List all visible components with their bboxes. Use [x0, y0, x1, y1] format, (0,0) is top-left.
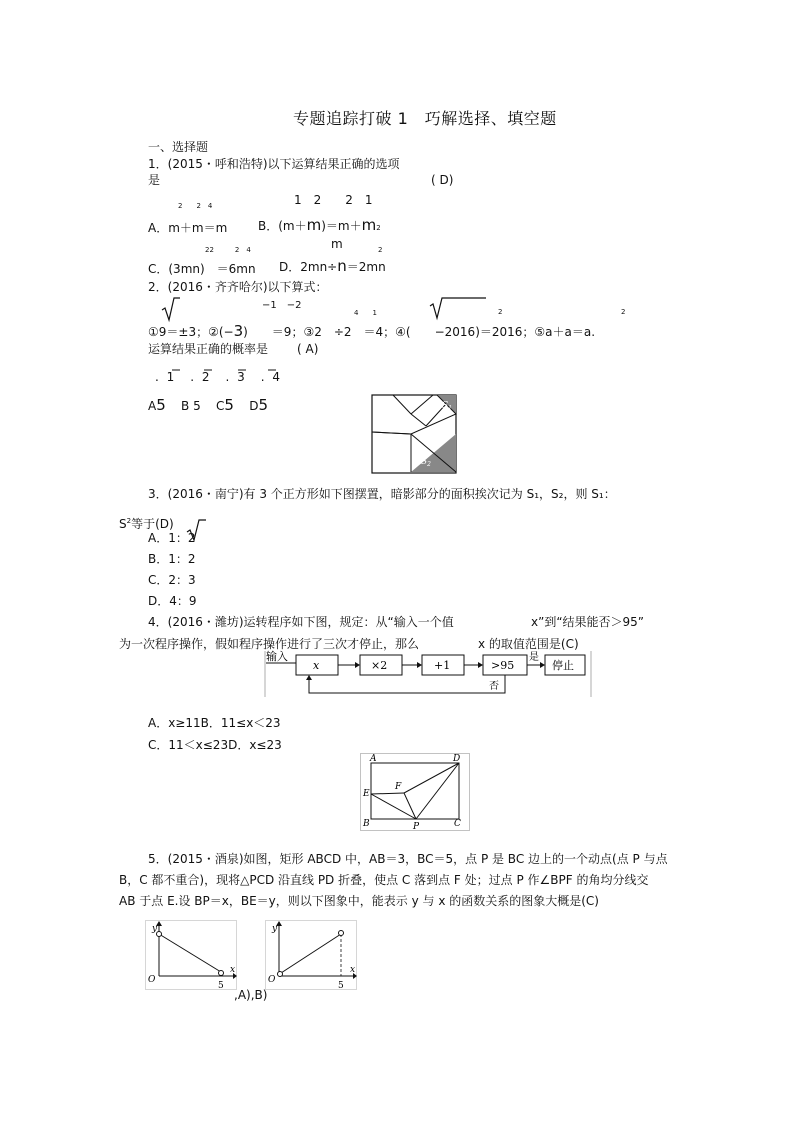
flow-stop: 停止	[552, 659, 574, 672]
flow-yes: 是	[529, 652, 539, 663]
q3-option-c: C．2：3	[148, 573, 196, 587]
fig3-s2-sub: 2	[427, 461, 431, 468]
q3-line2-text: 等于(D)	[131, 517, 174, 531]
fig3-s1: S	[442, 401, 449, 411]
q1-option-d	[279, 259, 386, 274]
q2-sup1: −1 −2	[262, 300, 302, 311]
q3-stem: 3．(2016・南宁)有 3 个正方形如下图摆置，暗影部分的面积挨次记为 S₁，S₂，则 S₁：	[148, 487, 616, 501]
q1-stem-cont: 是	[148, 173, 161, 187]
q4-line2-b: x 的取值范围是(C)	[478, 637, 579, 651]
q3-option-d: D．4：9	[148, 594, 197, 608]
flow-x: x	[313, 659, 320, 672]
q2-option-a-5: 5	[156, 396, 166, 414]
q2-option-c: C	[215, 399, 225, 413]
q5-line1: 5．(2015・酒泉)如图，矩形 ABCD 中，AB＝3，BC＝5，点 P 是 BC 边上的一个动点(点 P 与点	[148, 852, 668, 866]
q4-options-ab: A．x≥11B．11≤x＜23	[148, 716, 281, 730]
q1-option-d-n: n	[337, 257, 347, 275]
fig5-F: F	[395, 782, 402, 792]
q3-line2	[119, 514, 174, 531]
q2-sup2: 4 1	[354, 309, 377, 317]
graph-a-x: x	[230, 965, 236, 975]
squares-figure	[371, 394, 457, 474]
q2-expressions	[148, 324, 595, 339]
q3-line2-exp: 2	[126, 517, 132, 525]
graph-a-tick-5: 5	[218, 981, 224, 990]
graphs-caption: ,A),B)	[234, 988, 268, 1002]
q5-line2: B，C 都不重合)，现将△PCD 沿直线 PD 折叠，使点 C 落到点 F 处；过点 P 作∠BPF 的角均分线交	[119, 873, 649, 887]
flow-gt95: >95	[491, 659, 515, 672]
q1-option-c: C．(3mn) ＝6mn	[148, 262, 256, 276]
section-heading: 一、选择题	[148, 140, 209, 154]
q2-option-d: D	[249, 399, 259, 413]
q2-stem: 2．(2016・齐齐哈尔)以下算式：	[148, 280, 328, 294]
q1-option-b	[258, 218, 381, 235]
q3-line2-s: S	[119, 517, 127, 531]
q2-expr-b: ) ＝9；③2 ÷2 ＝4；④( −2016)＝2016；⑤a＋a＝a.	[243, 325, 596, 339]
graph-b-tick-5: 5	[338, 981, 344, 990]
q1-option-d-post: ＝2mn	[346, 260, 386, 274]
q1-answer: ( D)	[431, 173, 454, 187]
page-title: 专题追踪打破 1 巧解选择、填空题	[293, 109, 557, 128]
program-flowchart	[263, 649, 593, 701]
q1-option-b-m: m	[306, 216, 322, 234]
q1-sub-m: m	[331, 237, 343, 251]
flow-no: 否	[489, 681, 499, 692]
fig3-s1-sub: 1	[448, 405, 452, 412]
q3-option-a: A．1：2	[148, 531, 196, 545]
q1-option-b-post: )＝m＋	[321, 219, 362, 233]
q1-stem: 1．(2015・呼和浩特)以下运算结果正确的选项	[148, 157, 400, 171]
q2-sup4: 2	[621, 308, 626, 316]
fig5-D: D	[453, 754, 461, 764]
fig5-P: P	[413, 822, 420, 831]
q4-options-cd: C．11＜x≤23D．x≤23	[148, 738, 282, 752]
q2-sup3: 2	[498, 308, 503, 316]
q2-fraction-numerators: . 1 . 2 . 3 . 4	[155, 370, 283, 384]
q2-expr-a: ①9＝±3；②(−	[148, 325, 234, 339]
graph-b-origin: O	[268, 975, 276, 985]
q2-options	[148, 398, 268, 413]
q1-option-b-m2: m	[361, 216, 377, 234]
q4-line2: 为一次程序操作，假如程序操作进行了三次才停止，那么	[119, 637, 420, 651]
q4-stem: 4．(2016・潍坊)运转程序如下图，规定：从“输入一个值	[148, 615, 454, 629]
fig5-A: A	[370, 754, 377, 764]
q2-option-d-5: 5	[258, 396, 268, 414]
q2-expr-three: 3	[233, 322, 244, 340]
q1-sub-row: 22 2 4	[205, 246, 251, 254]
graph-a	[145, 920, 237, 990]
q1-superscripts: 2 2 4	[178, 202, 213, 210]
q2-line2: 运算结果正确的概率是	[148, 342, 269, 356]
q1-option-b-pre: B．(m＋	[258, 219, 307, 233]
flow-plus1: +1	[434, 659, 451, 672]
radical-signs	[160, 296, 490, 324]
graph-a-origin: O	[148, 975, 156, 985]
fig5-B: B	[363, 819, 370, 829]
q4-stem-x: x”到“结果能否＞95”	[531, 615, 645, 629]
q2-answer: ( A)	[297, 342, 319, 356]
q1-option-d-pre: D．2mn÷	[279, 260, 338, 274]
q1-fraction-row: 1 2 2 1	[294, 193, 373, 207]
graph-b	[265, 920, 357, 990]
q5-line3: AB 于点 E.设 BP＝x，BE＝y，则以下图象中，能表示 y 与 x 的函数关系的图象大概是(C)	[119, 894, 599, 908]
q2-fraction-bars	[160, 366, 290, 374]
q1-option-a: A．m＋m＝m	[148, 221, 228, 235]
q2-option-b: B 5	[181, 399, 201, 413]
q2-option-a: A	[148, 399, 157, 413]
graph-b-x: x	[350, 965, 356, 975]
q2-option-c-5: 5	[224, 396, 234, 414]
q1-sub-2: 2	[378, 246, 383, 254]
fig5-E: E	[363, 789, 370, 799]
flow-input-label: 输入	[266, 650, 288, 663]
rectangle-figure	[360, 753, 470, 831]
q1-option-b-exp: 2	[376, 224, 381, 232]
graph-b-y: y	[272, 924, 278, 934]
fig3-s2: S	[421, 457, 428, 467]
flow-times2: ×2	[371, 659, 388, 672]
fig5-C: C	[454, 819, 461, 829]
q3-option-b: B．1：2	[148, 552, 196, 566]
graph-a-y: y	[152, 924, 158, 934]
